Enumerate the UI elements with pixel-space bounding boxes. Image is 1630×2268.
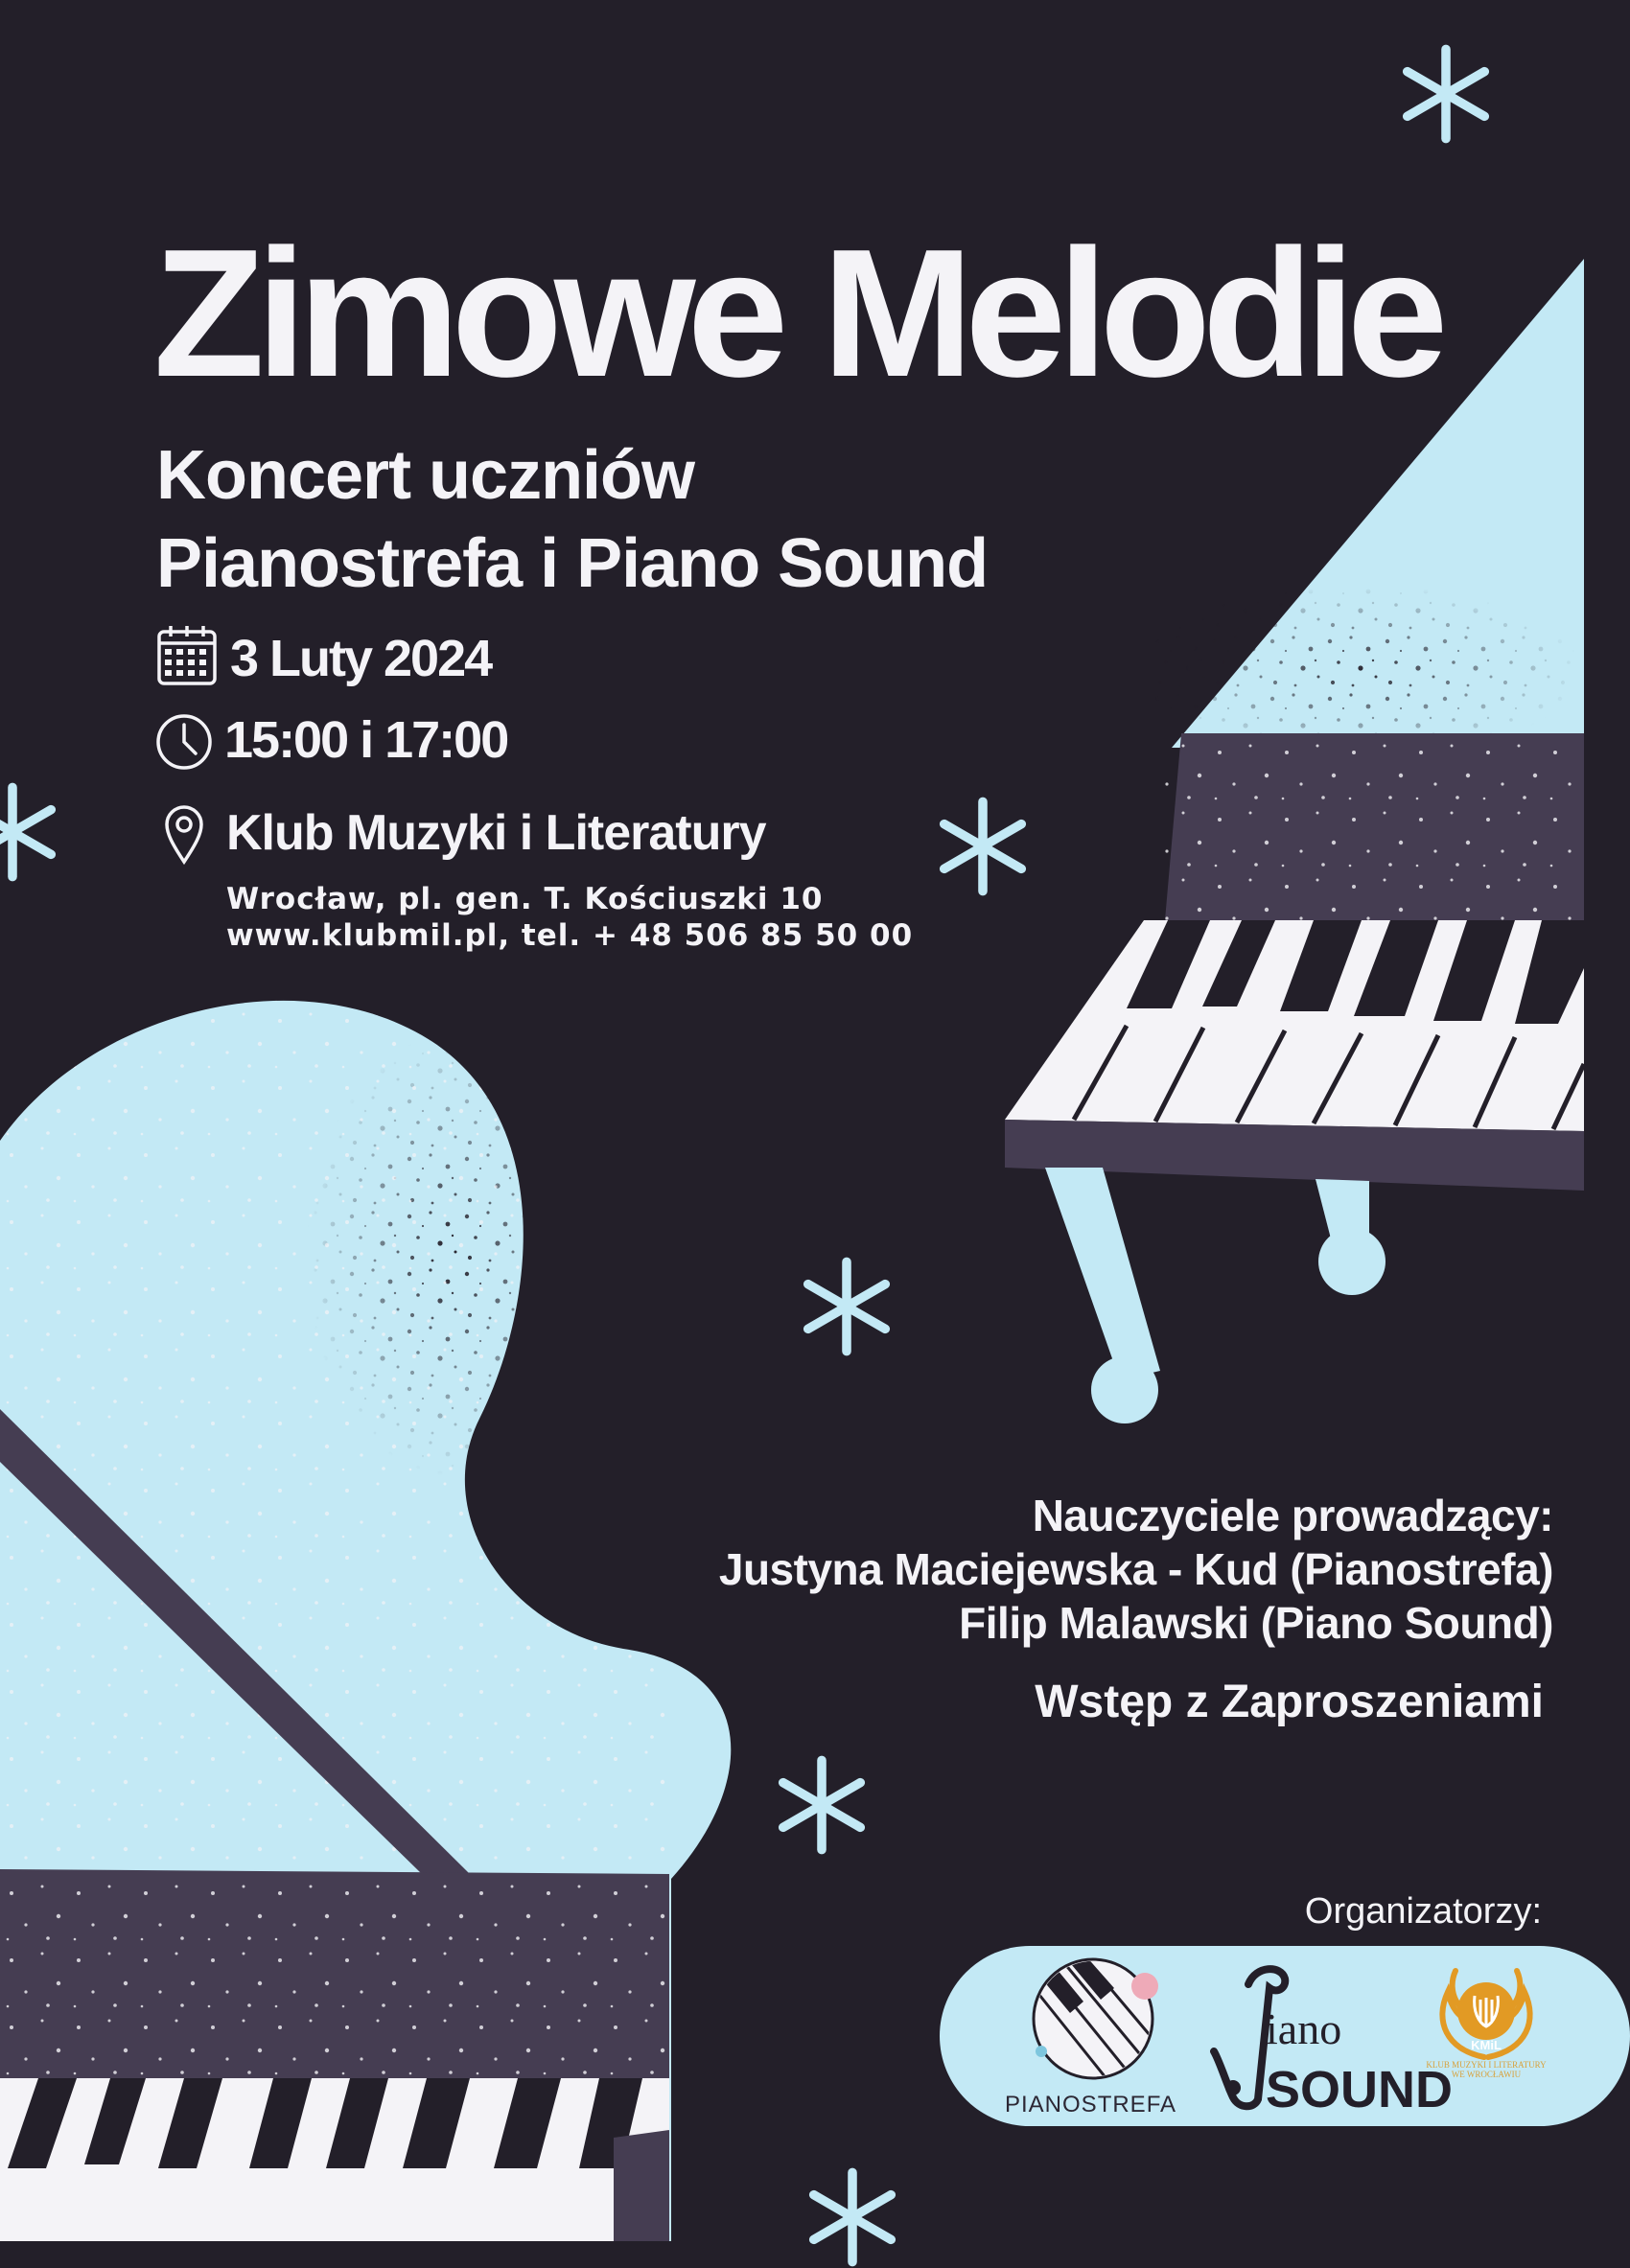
piano-sound-logo-text: iano — [1266, 2004, 1342, 2053]
piano-sound-logo-text: SOUND — [1266, 2061, 1454, 2118]
snowflake-icon — [932, 796, 1034, 897]
snowflake-icon — [802, 2166, 903, 2268]
teacher-name: Filip Malawski (Piano Sound) — [959, 1598, 1553, 1648]
location-pin-icon — [163, 803, 205, 865]
venue-name: Klub Muzyki i Literatury — [226, 805, 766, 861]
entry-info: Wstęp z Zaproszeniami — [1035, 1677, 1544, 1727]
snowflake-icon — [796, 1256, 897, 1357]
kmil-logo — [1427, 1954, 1546, 2065]
kmil-logo-caption: KLUB MUZYKI I LITERATURY WE WROCŁAWIU — [1426, 2060, 1547, 2079]
event-date: 3 Luty 2024 — [230, 630, 492, 687]
piano-sound-logo — [1210, 1965, 1454, 2118]
pianostrefa-logo-text: PIANOSTREFA — [1005, 2092, 1177, 2118]
venue-contact: www.klubmil.pl, tel. + 48 506 85 50 00 — [226, 918, 914, 953]
pianostrefa-logo — [1026, 1952, 1170, 2086]
clock-icon — [154, 712, 214, 772]
poster-title: Zimowe Melodie — [153, 212, 1440, 415]
subtitle-line-2: Pianostrefa i Piano Sound — [156, 525, 989, 602]
venue-address: Wrocław, pl. gen. T. Kościuszki 10 — [226, 882, 824, 916]
organizers-heading: Organizatorzy: — [1304, 1891, 1542, 1932]
snowflake-icon — [771, 1754, 873, 1856]
calendar-icon — [156, 623, 218, 686]
subtitle-line-1: Koncert uczniów — [156, 437, 695, 514]
kmil-logo-text: KMiL — [1471, 2038, 1502, 2052]
event-time: 15:00 i 17:00 — [224, 711, 508, 769]
snowflake-icon — [0, 781, 63, 883]
teacher-name: Justyna Maciejewska - Kud (Pianostrefa) — [718, 1544, 1553, 1594]
snowflake-icon — [1395, 43, 1497, 145]
teachers-heading: Nauczyciele prowadzący: — [1032, 1491, 1553, 1540]
